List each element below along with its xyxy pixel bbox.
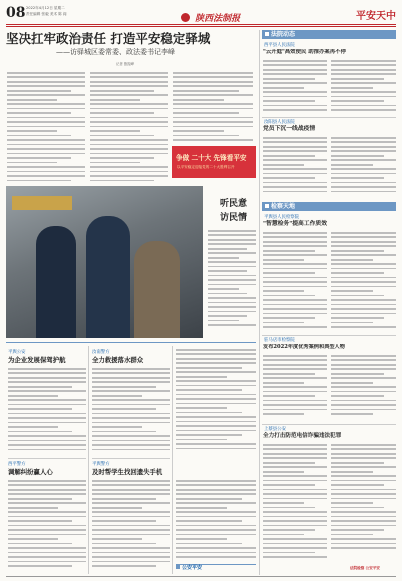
story1-body-a [263, 60, 327, 116]
photo-officer-center [86, 216, 130, 338]
section-square-icon [265, 204, 269, 208]
lead-headline: 坚决扛牢政治责任 打造平安稳定驿城 [6, 31, 211, 46]
story3-title: "智慧检务"提高工作质效 [263, 221, 328, 227]
col1-body [8, 368, 86, 456]
section-bar-procuratorate: 检察天地 [262, 202, 396, 211]
col1-title: 为企业发展保驾护航 [8, 356, 66, 364]
story4-body-a [263, 355, 327, 421]
section-square-icon [176, 565, 180, 569]
bottom-col-divider-1 [88, 346, 89, 574]
story-divider [8, 458, 86, 459]
lead-body-col2 [90, 72, 168, 184]
right-col-divider [259, 30, 260, 575]
story3-body-b [331, 232, 396, 332]
story2-body-a [263, 137, 327, 199]
logo-emblem-icon [181, 13, 190, 22]
page-header [6, 4, 396, 24]
col3-body [8, 480, 86, 574]
col5-body-top [176, 349, 256, 455]
story5-body-b [331, 444, 396, 556]
bottom-col-divider-2 [172, 346, 173, 574]
story2-sub: 汝阳县人民法院 [264, 120, 295, 125]
story-divider [262, 117, 396, 118]
header-rule-thin [6, 26, 396, 27]
col5-body-bottom [176, 480, 256, 562]
col2-body [92, 368, 170, 456]
lead-byline: 记者 甄振峰 [116, 62, 135, 66]
story4-title: 发布2022年度优秀案例和典型人物 [263, 344, 345, 350]
story5-title: 全力打击防范电信诈骗违法犯罪 [263, 433, 342, 439]
story5-sub: 上蔡县公安 [264, 427, 286, 432]
promo-banner [172, 146, 256, 178]
date-line: 2022年4月12日 星期二 [26, 6, 65, 10]
lead-body-col1 [7, 72, 85, 184]
story1-sub: 西平县人民法院 [264, 43, 295, 48]
story-divider [92, 458, 170, 459]
banner-line1: 争做 二十大 先锋看平安 [176, 154, 247, 162]
newspaper-logo: 陕西法制报 [181, 7, 249, 19]
story1-body-b [331, 60, 396, 116]
right-footer-tag: 法院检察 公安平安 [350, 566, 381, 570]
editor-line: 责任编辑 张毅 美术 陈 阎 [26, 12, 67, 16]
col1-kicker: 平舆公安 [8, 350, 26, 355]
bottom-block-rule [6, 342, 256, 343]
caption-body [208, 230, 256, 334]
story2-body-b [331, 137, 396, 199]
story1-title: "云开庭"高效便民 助推办案再不停 [263, 49, 346, 55]
story3-sub: 平舆县人民检察院 [264, 215, 300, 220]
header-rule [6, 24, 396, 25]
story4-sub: 驻马店市检察院 [264, 338, 295, 343]
section-square-icon [265, 32, 269, 36]
story4-body-b [331, 355, 396, 421]
col4-title: 及时帮学生找回遗失手机 [92, 468, 163, 476]
col2-title: 全力救援落水群众 [92, 356, 144, 364]
section-title: 平安天中 [356, 11, 396, 22]
photo-officer-left [36, 226, 76, 338]
story-divider [262, 424, 396, 425]
col2-kicker: 汝南警方 [92, 350, 110, 355]
photo-sign [12, 196, 72, 210]
col4-kicker: 平舆警方 [92, 462, 110, 467]
footer-rule [6, 576, 396, 577]
col3-kicker: 西平警方 [8, 462, 26, 467]
photo-civilian [134, 241, 180, 338]
col5-section-tag: 公安平安 [176, 564, 256, 571]
story5-body-a [263, 444, 327, 564]
caption-title-1: 听民意 [220, 199, 248, 209]
story2-title: 党员下沉一线战疫情 [263, 126, 316, 132]
story-divider [262, 335, 396, 336]
news-photo [6, 186, 203, 338]
col3-title: 调解纠纷赢人心 [8, 468, 53, 476]
section-bar-court: 法院动态 [262, 30, 396, 39]
photo-caption [206, 186, 256, 338]
banner-line2: 以平安稳定迎接党的二十大胜利召开 [177, 165, 235, 169]
story3-body-a [263, 232, 327, 332]
lead-subhead: ——访驿城区委常委、政法委书记李峰 [56, 48, 175, 56]
lead-body-col3 [173, 72, 253, 144]
caption-title-2: 访民情 [220, 213, 248, 223]
page-number: 08 [6, 5, 26, 21]
col4-body-a [92, 480, 170, 574]
